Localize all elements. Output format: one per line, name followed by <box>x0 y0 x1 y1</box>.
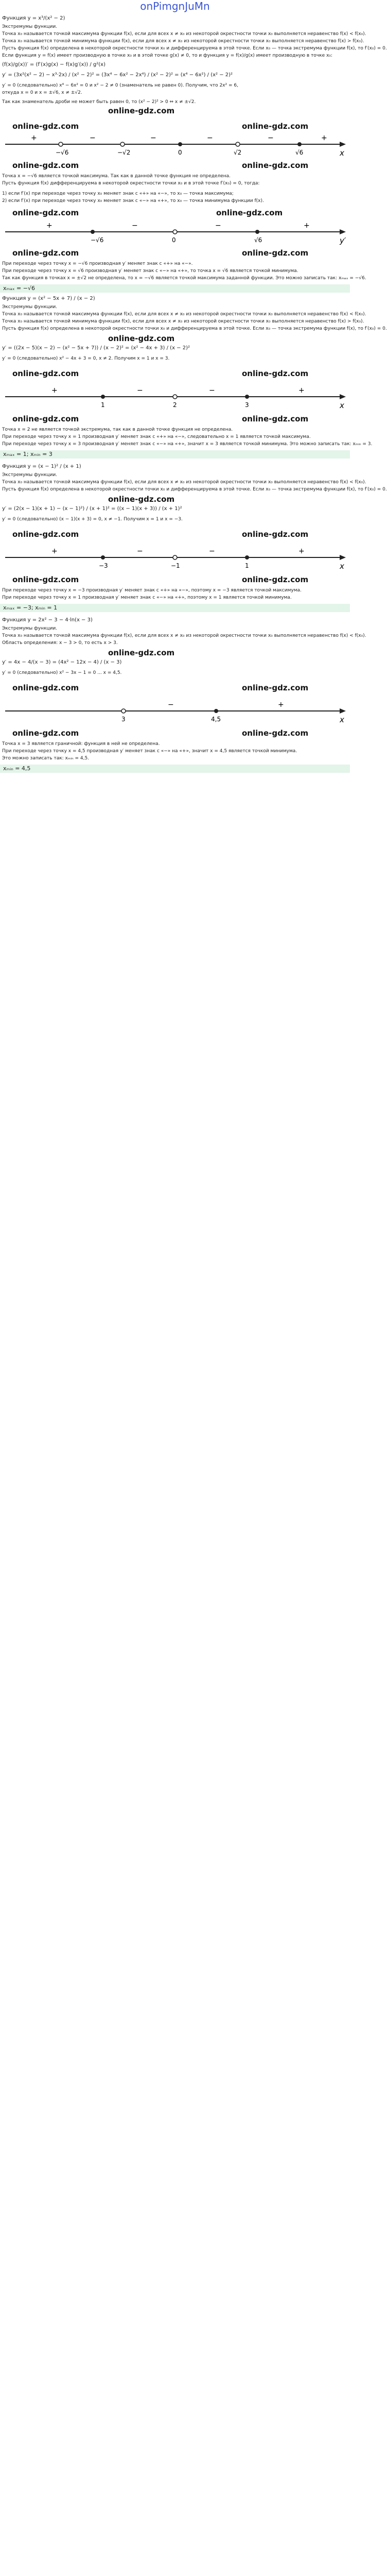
watermark: online-gdz.com <box>12 683 79 692</box>
svg-text:−1: −1 <box>171 562 180 569</box>
watermark: online-gdz.com <box>12 575 79 584</box>
site-header: onPimgnJuMn <box>140 0 210 12</box>
point-marker <box>297 142 302 146</box>
watermark: online-gdz.com <box>216 208 283 217</box>
text-line: Точка x₀ называется точкой максимума функции f(x), если для всех x ≠ x₀ из некоторой окрестности точки x₀ выполняется неравенство f(x) < f(x₀). <box>2 312 366 317</box>
answer-box: xₘₐₓ = −√6 <box>0 284 350 293</box>
svg-text:−√2: −√2 <box>117 149 131 156</box>
svg-text:−: − <box>168 701 174 709</box>
svg-text:−: − <box>215 222 221 230</box>
svg-text:+: + <box>304 222 310 230</box>
svg-text:√2: √2 <box>234 149 242 156</box>
watermark: online-gdz.com <box>12 414 79 423</box>
svg-text:−3: −3 <box>99 562 108 569</box>
list-item: 1) если f′(x) при переходе через точку x₀ меняет знак с «+» на «−», то x₀ — точка максимума; <box>2 191 234 196</box>
formula-line: y′ = (3x²(x² − 2) − x³·2x) / (x² − 2)² = (3x⁴ − 6x² − 2x⁴) / (x² − 2)² = (x⁴ − 6x²) / (x² − 2)² <box>2 72 233 78</box>
watermark: online-gdz.com <box>242 414 309 423</box>
formula-line: y′ = 4x − 4/(x − 3) = (4x² − 12x − 4) / (x − 3) <box>2 659 122 665</box>
svg-text:−: − <box>268 134 274 142</box>
watermark: online-gdz.com <box>12 248 79 258</box>
watermark: online-gdz.com <box>12 161 79 170</box>
text-line: Точка x₀ называется точкой минимума функции f(x), если для всех x ≠ x₀ из некоторой окрестности точки x₀ выполняется неравенство f(x) > f(x₀). <box>2 319 364 324</box>
svg-text:−: − <box>207 134 213 142</box>
watermark: online-gdz.com <box>242 683 309 692</box>
text-line: При переходе через точку x = −√6 производная y′ меняет знак с «+» на «−». <box>2 261 193 266</box>
text-line: При переходе через точку x = 4,5 производная y′ меняет знак с «−» на «+», значит x = 4,5 является точкой минимума. <box>2 749 297 754</box>
text-line: При переходе через точку x = 3 производная y′ меняет знак с «−» на «+», значит x = 3 является точкой минимума. Это можно записать так: xₘᵢₙ = 3. <box>2 442 373 447</box>
text-line: Точка x₀ называется точкой максимума функции f(x), если для всех x ≠ x₀ из некоторой окрестности точки x₀ выполняется неравенство f(x) < f(x₀). <box>2 480 366 485</box>
svg-text:+: + <box>31 134 37 142</box>
svg-text:4,5: 4,5 <box>211 716 221 723</box>
answer-box: xₘₐₓ = −3; xₘᵢₙ = 1 <box>0 604 350 612</box>
text-line: Экстремумы функции. <box>2 626 58 631</box>
watermark: online-gdz.com <box>12 208 79 217</box>
svg-text:1: 1 <box>101 401 105 409</box>
text-line: Пусть функция f(x) определена в некоторой окрестности точки x₀ и дифференцируема в этой точке. Если x₀ — точка экстремума функции f(x), то f′(x₀) = 0. <box>2 487 387 492</box>
text-line: y′ = 0 (следовательно) x² − 3x − 1 = 0 ... x = 4,5. <box>2 670 122 675</box>
watermark: online-gdz.com <box>242 122 309 131</box>
number-line-1 <box>0 129 350 160</box>
text-line: Пусть функция f(x) определена в некоторой окрестности точки x₀ и дифференцируема в этой точке. Если x₀ — точка экстремума функции f(x), то f′(x₀) = 0. <box>2 46 387 51</box>
point-marker <box>236 142 240 146</box>
text-line: Это можно записать так: xₘᵢₙ = 4,5. <box>2 756 90 761</box>
svg-text:+: + <box>51 547 58 555</box>
svg-text:+: + <box>298 547 305 555</box>
svg-text:−: − <box>137 386 143 395</box>
point-marker <box>120 142 125 146</box>
text-line: При переходе через точку x = √6 производная y′ меняет знак с «−» на «+», то точка x = √6 является точкой минимума. <box>2 268 298 274</box>
svg-text:+: + <box>278 701 284 709</box>
text-line: Если функция y = f(x) имеет производную в точке x₀ и в этой точке g(x) ≠ 0, то и функция y = f(x)/g(x) имеет производную в точке x₀: <box>2 53 332 58</box>
text-line: Экстремумы функции. <box>2 24 58 29</box>
text-line: Экстремумы функции. <box>2 472 58 478</box>
svg-text:√6: √6 <box>254 236 262 244</box>
number-line-2 <box>0 216 350 247</box>
point-marker <box>178 142 182 146</box>
answer-box: xₘₐₓ = 1; xₘᵢₙ = 3 <box>0 450 350 459</box>
point-marker <box>59 142 63 146</box>
watermark: online-gdz.com <box>12 728 79 738</box>
svg-text:−: − <box>209 547 215 555</box>
svg-text:−: − <box>209 386 215 395</box>
text-line: Точка x = 2 не является точкой экстремума, так как в данной точке функция не определена. <box>2 427 233 432</box>
svg-text:+: + <box>298 386 305 395</box>
svg-text:−: − <box>132 222 138 230</box>
section-title: Функция y = (x − 1)² / (x + 1) <box>2 464 81 469</box>
watermark: online-gdz.com <box>242 369 309 378</box>
svg-text:√6: √6 <box>295 149 304 156</box>
formula-line: (f(x)/g(x))′ = (f′(x)g(x) − f(x)g′(x)) / g²(x) <box>2 62 105 67</box>
text-line: Так как знаменатель дроби не может быть равен 0, то (x² − 2)² > 0 ⇔ x ≠ ±√2. <box>2 99 196 105</box>
text-line: Экстремумы функции. <box>2 304 58 310</box>
svg-text:x: x <box>340 401 344 410</box>
text-line: Точка x = 3 является граничной: функция в ней не определена. <box>2 741 160 747</box>
text-line: Точка x₀ называется точкой максимума функции f(x), если для всех x ≠ x₀ из некоторой окрестности точки x₀ выполняется неравенство f(x) < f(x₀). <box>2 633 366 638</box>
formula-line: y′ = (2(x − 1)(x + 1) − (x − 1)²) / (x + 1)² = ((x − 1)(x + 3)) / (x + 1)² <box>2 506 182 512</box>
svg-text:−: − <box>137 547 143 555</box>
text-line: Пусть функция f(x) дифференцируема в некоторой окрестности точки x₀ и в этой точке f′(x₀) = 0, тогда: <box>2 181 260 186</box>
number-line-3 <box>0 381 350 412</box>
watermark: online-gdz.com <box>12 369 79 378</box>
list-item: 2) если f′(x) при переходе через точку x₀ меняет знак с «−» на «+», то x₀ — точка минимума функции f(x). <box>2 198 264 204</box>
watermark: online-gdz.com <box>242 728 309 738</box>
svg-text:x: x <box>340 148 344 158</box>
text-line: При переходе через точку x = 1 производная y′ меняет знак с «−» на «+», поэтому x = 1 является точкой минимума. <box>2 595 292 600</box>
svg-text:3: 3 <box>121 716 126 723</box>
watermark: online-gdz.com <box>108 106 175 115</box>
text-line: Точка x = −√6 является точкой максимума. Так как в данной точке функция не определена. <box>2 174 231 179</box>
text-line: откуда x = 0 и x = ±√6, x ≠ ±√2. <box>2 90 82 95</box>
svg-text:−: − <box>90 134 96 142</box>
text-line: y′ = 0 (следовательно) x² − 4x + 3 = 0, x ≠ 2. Получим x = 1 и x = 3. <box>2 356 170 361</box>
number-line-5 <box>0 696 350 726</box>
watermark: online-gdz.com <box>108 648 175 657</box>
watermark: online-gdz.com <box>242 575 309 584</box>
text-line: Так как функция в точках x = ±√2 не определена, то x = −√6 является точкой максимума заданной функции. Это можно записать так: xₘₐₓ = −√6. <box>2 276 366 281</box>
svg-text:3: 3 <box>245 401 249 409</box>
text-line: Точка x₀ называется точкой минимума функции f(x), если для всех x ≠ x₀ из некоторой окрестности точки x₀ выполняется неравенство f(x) > f(x₀). <box>2 39 364 44</box>
svg-text:+: + <box>321 134 327 142</box>
svg-text:−√6: −√6 <box>56 149 69 156</box>
svg-text:+: + <box>51 386 58 395</box>
section-title: Функция y = (x² − 5x + 7) / (x − 2) <box>2 296 95 301</box>
svg-text:−√6: −√6 <box>91 236 104 244</box>
svg-text:y′: y′ <box>340 236 346 245</box>
number-line-4 <box>0 542 350 573</box>
section-title: Функция y = 2x² − 3 − 4·ln(x − 3) <box>2 617 93 623</box>
section-title: Функция y = x³/(x² − 2) <box>2 15 65 21</box>
formula-line: y′ = ((2x − 5)(x − 2) − (x² − 5x + 7)) / (x − 2)² = (x² − 4x + 3) / (x − 2)² <box>2 345 190 351</box>
watermark: online-gdz.com <box>12 530 79 539</box>
svg-text:2: 2 <box>173 401 177 409</box>
text-line: Точка x₀ называется точкой максимума функции f(x), если для всех x ≠ x₀ из некоторой окрестности точки x₀ выполняется неравенство f(x) < f(x₀). <box>2 31 366 37</box>
text-line: y′ = 0 (следовательно) (x − 1)(x + 3) = 0, x ≠ −1. Получим x = 1 и x = −3. <box>2 517 183 522</box>
watermark: online-gdz.com <box>242 530 309 539</box>
answer-box: xₘᵢₙ = 4,5 <box>0 765 350 773</box>
watermark: online-gdz.com <box>242 161 309 170</box>
svg-text:x: x <box>340 562 344 571</box>
text-line: Пусть функция f(x) определена в некоторой окрестности точки x₀ и дифференцируема в этой точке. Если x₀ — точка экстремума функции f(x), то f′(x₀) = 0. <box>2 326 387 331</box>
svg-text:x: x <box>340 715 344 724</box>
watermark: online-gdz.com <box>12 122 79 131</box>
text-line: y′ = 0 (следовательно) x⁴ − 6x² = 0 и x² − 2 ≠ 0 (знаменатель не равен 0). Получим, что 2x² = 6, <box>2 83 238 88</box>
text-line: При переходе через точку x = 1 производная y′ меняет знак с «+» на «−», следовательно x = 1 является точкой максимума. <box>2 434 311 439</box>
text-line: Область определения: x − 3 > 0, то есть x > 3. <box>2 640 118 646</box>
watermark: online-gdz.com <box>108 334 175 343</box>
svg-text:0: 0 <box>178 149 182 156</box>
watermark: online-gdz.com <box>108 495 175 504</box>
watermark: online-gdz.com <box>242 248 309 258</box>
svg-text:1: 1 <box>245 562 249 569</box>
svg-text:+: + <box>46 222 52 230</box>
text-line: При переходе через точку x = −3 производная y′ меняет знак с «+» на «−», поэтому x = −3 является точкой максимума. <box>2 588 302 593</box>
svg-text:−: − <box>150 134 156 142</box>
svg-text:0: 0 <box>172 236 176 244</box>
